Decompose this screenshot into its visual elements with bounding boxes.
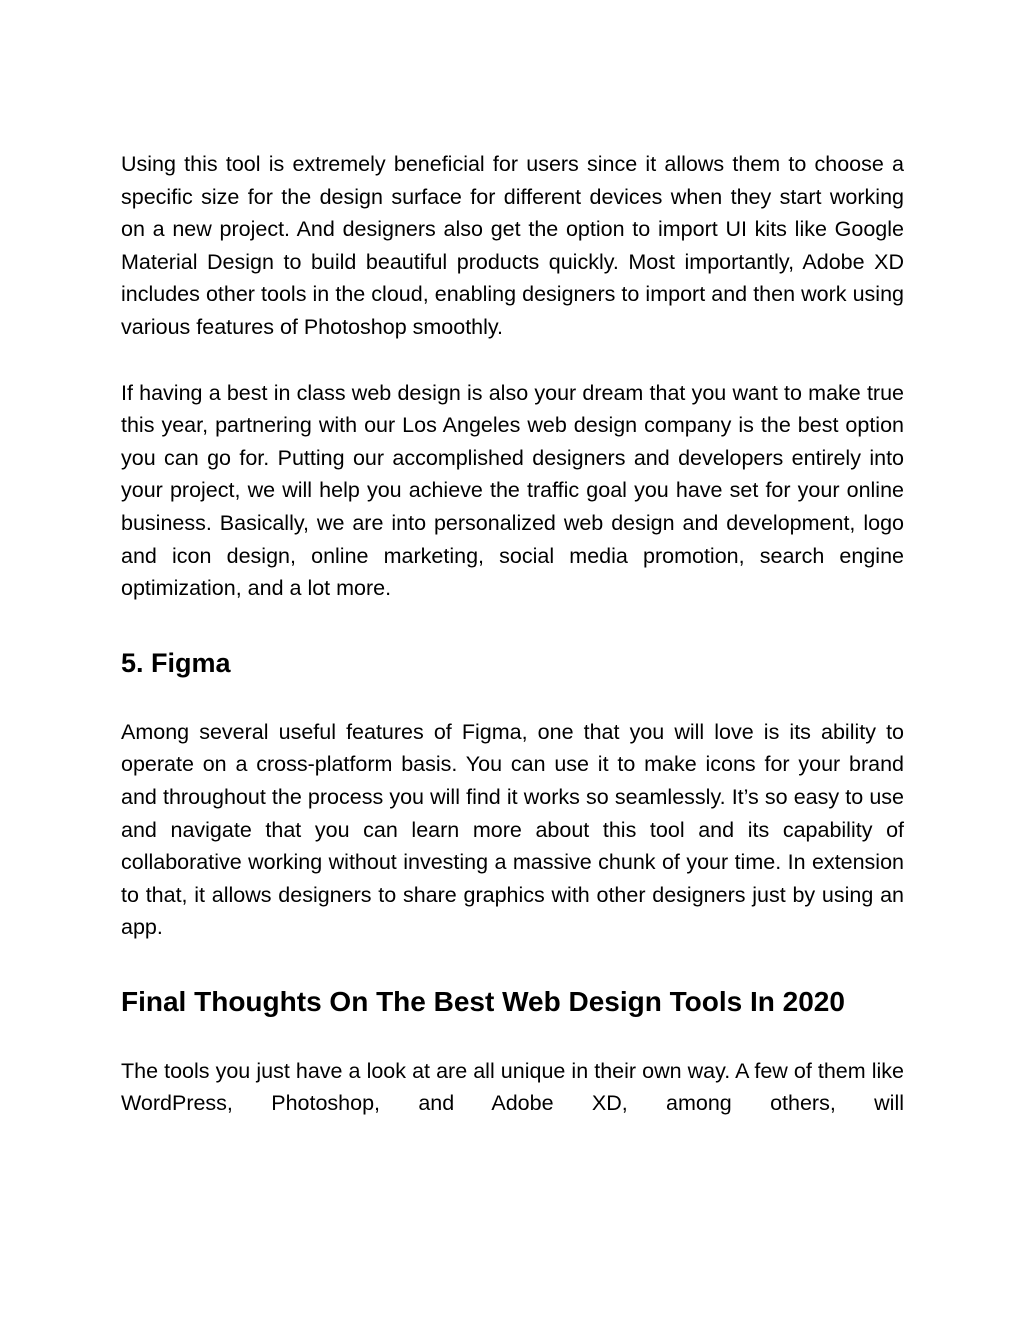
paragraph-web-design-company: If having a best in class web design is also your dream that you want to make true this year, partnering with our Los Angeles web design company is the best option you can go for. Putting our accomplished designers and developers entirely into your project, we will help you achieve the traffic goal you have set for your online business. Basically, we are into personalized web design and development, logo and icon design, online marketing, social media promotion, search engine optimization, and a lot more.	[121, 380, 904, 601]
paragraph-figma-features: Among several useful features of Figma, one that you will love is its ability to operate on a cross-platform basis. You can use it to make icons for your brand and throughout the process you will find it works so seamlessly. It’s so easy to use and navigate that you can learn more about this tool and its capability of collaborative working without investing a massive chunk of your time. In extension to that, it allows designers to share graphics with other designers just by using an app.	[121, 719, 904, 940]
heading-final-thoughts: Final Thoughts On The Best Web Design Tools In 2020	[121, 985, 845, 1017]
document-page	[121, 148, 904, 1120]
heading-figma: 5. Figma	[121, 647, 231, 678]
paragraph-final-thoughts: The tools you just have a look at are all unique in their own way. A few of them like WordPress, Photoshop, and Adobe XD, among others, will	[121, 1058, 904, 1116]
paragraph-adobe-xd-benefits: Using this tool is extremely beneficial for users since it allows them to choose a specific size for the design surface for different devices when they start working on a new project. And designers also get the option to import UI kits like Google Material Design to build beautiful products quickly. Most importantly, Adobe XD includes other tools in the cloud, enabling designers to import and then work using various features of Photoshop smoothly.	[121, 152, 904, 339]
